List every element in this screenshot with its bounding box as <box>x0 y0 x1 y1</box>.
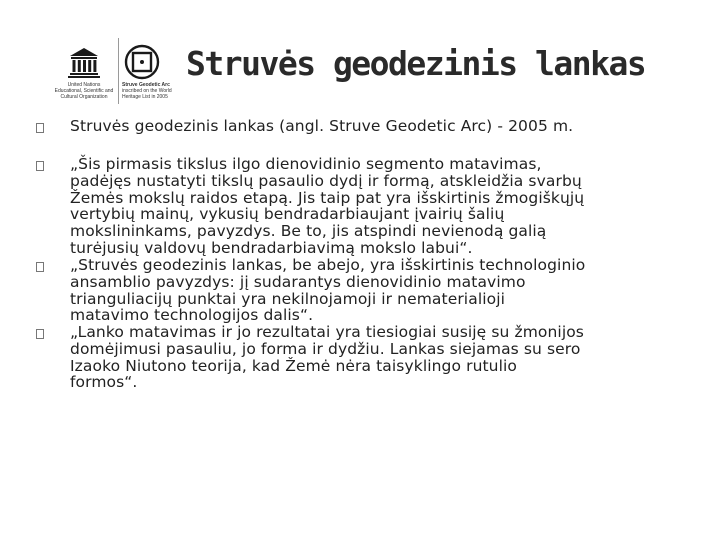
whc-caption-line: inscribed on the World <box>122 88 172 94</box>
bullet-text <box>70 324 706 391</box>
world-heritage-icon <box>122 42 162 82</box>
unesco-caption-line: Educational, Scientific and <box>54 88 114 94</box>
unesco-temple-icon <box>64 42 104 82</box>
bullet-line: ansamblio pavyzdys: jį sudarantys dienovidinio matavimo <box>70 272 526 291</box>
bullet-marker-icon <box>36 161 44 171</box>
logo-divider <box>118 38 119 104</box>
bullet-line: „Šis pirmasis tikslus ilgo dienovidinio segmento matavimas, <box>70 155 542 173</box>
bullet-marker-icon <box>36 262 44 272</box>
bullet-line: „Struvės geodezinis lankas, be abejo, yra išskirtinis technologinio <box>70 256 586 274</box>
logo-area <box>52 36 184 106</box>
bullet-line: Izaoko Niutono teorija, kad Žemė nėra taisyklingo rutulio <box>70 356 518 375</box>
bullet-line: Struvės geodezinis lankas (angl. Struve Geodetic Arc) - 2005 m. <box>70 117 574 135</box>
bullet-marker-icon <box>36 329 44 339</box>
whc-caption-line: Struve Geodetic Arc <box>122 82 170 88</box>
unesco-caption <box>52 82 116 100</box>
bullet-line: turėjusių valdovų bendradarbiavimą mokslo labui“. <box>70 238 473 257</box>
unesco-caption-line: United Nations <box>67 82 101 88</box>
whc-caption <box>122 82 186 100</box>
bullet-line: trianguliacijų punktai yra nekilnojamoji ir nematerialioji <box>70 289 506 308</box>
bullet-text <box>70 156 706 257</box>
bullet-line: domėjimusi pasauliu, jo forma ir dydžiu. Lankas siejamas su sero <box>70 339 581 358</box>
bullet-line: formos“. <box>70 373 138 392</box>
whc-caption-line: Heritage List in 2005 <box>122 94 168 100</box>
bullet-line: padėjęs nustatyti tikslų pasaulio dydį ir formą, atskleidžia svarbų <box>70 171 582 190</box>
bullet-line: mokslininkams, pavyzdys. Be to, jis atspindi nevienodą galią <box>70 222 547 241</box>
bullet-line: Žemės mokslų raidos etapą. Jis taip pat yra išskirtinis žmogiškųjų <box>70 188 585 207</box>
bullet-line: matavimo technologijos dalis“. <box>70 306 314 325</box>
bullet-line: „Lanko matavimas ir jo rezultatai yra tiesiogiai susiję su žmonijos <box>70 323 584 341</box>
bullet-text <box>70 257 706 324</box>
bullet-text <box>70 118 706 135</box>
bullet-marker-icon <box>36 123 44 133</box>
bullet-line: vertybių mainų, vykusių bendradarbiaujant įvairių šalių <box>70 205 505 224</box>
slide-title: Struvės geodezinis lankas <box>186 44 646 83</box>
unesco-caption-line: Cultural Organization <box>60 94 108 100</box>
